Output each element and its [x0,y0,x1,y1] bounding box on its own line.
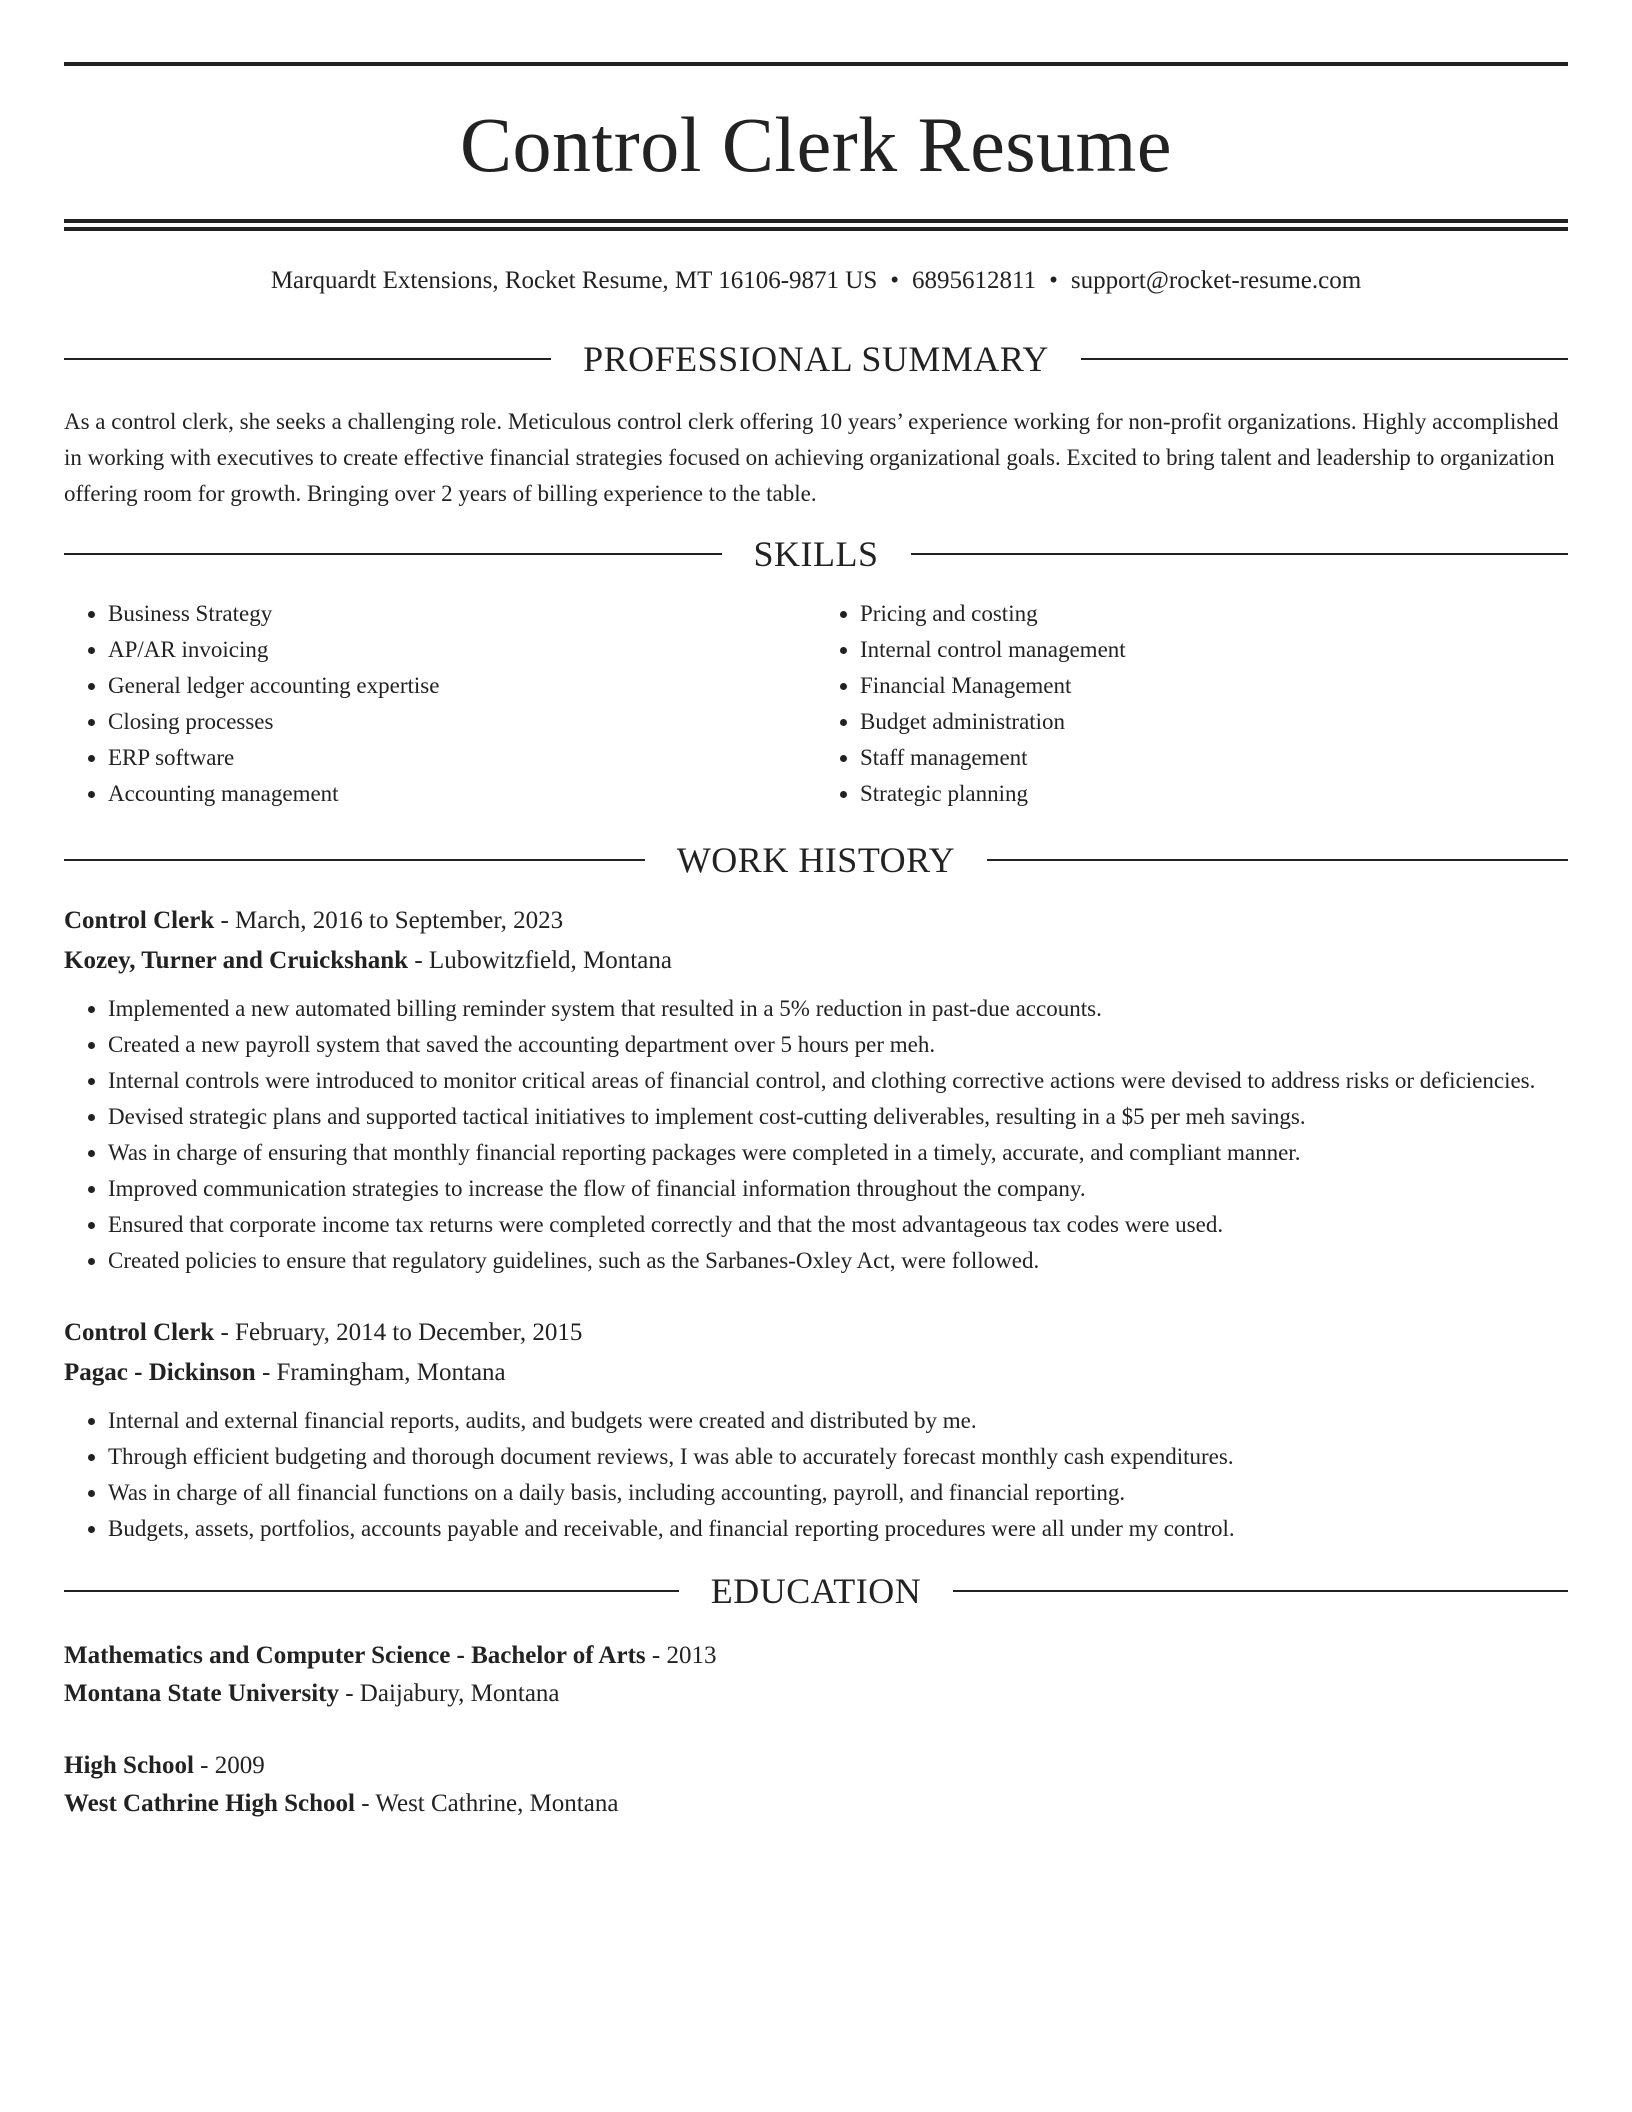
education-location: - Daijabury, Montana [338,1680,560,1707]
section-title-skills: SKILLS [753,534,879,574]
contact-separator: • [1049,267,1058,294]
section-title-work: WORK HISTORY [676,840,956,880]
education-degree: High School [64,1752,194,1779]
skill-item: • Financial Management [860,668,1568,704]
job-bullet: • Through efficient budgeting and thorough document reviews, I was able to accurately forecast monthly cash expenditures. [108,1439,1568,1475]
section-title-education: EDUCATION [710,1571,922,1611]
job-bullet: • Ensured that corporate income tax returns were completed correctly and that the most advantageous tax codes were used. [108,1207,1568,1243]
skill-item: • Staff management [860,740,1568,776]
education-degree: Mathematics and Computer Science - Bachelor of Arts [64,1642,646,1669]
section-header-work [64,838,1568,882]
section-rule [64,553,722,555]
contact-email: support@rocket-resume.com [1070,267,1362,294]
skill-item: • General ledger accounting expertise [108,668,816,704]
job-title: Control Clerk [64,1319,215,1346]
job-bullets [64,1403,1568,1547]
skill-item: • Strategic planning [860,776,1568,812]
section-header-summary [64,337,1568,381]
job-bullet: • Was in charge of all financial functions on a daily basis, including accounting, payroll, and financial reporting. [108,1475,1568,1511]
education-school: West Cathrine High School [64,1790,355,1817]
education-year: - 2013 [645,1642,717,1669]
job-dates: - March, 2016 to September, 2023 [214,907,564,934]
job-bullet: • Created policies to ensure that regulatory guidelines, such as the Sarbanes-Oxley Act, were followed. [108,1243,1568,1279]
double-rule [64,219,1568,231]
job-title: Control Clerk [64,907,215,934]
job-location: - Framingham, Montana [255,1359,506,1386]
job-bullet: • Improved communication strategies to increase the flow of financial information throughout the company. [108,1171,1568,1207]
section-rule [911,553,1569,555]
skill-item: • Pricing and costing [860,596,1568,632]
job-company-line [64,1353,1568,1393]
education-year: - 2009 [193,1752,265,1779]
job-title-line [64,901,1568,941]
contact-separator: • [890,267,900,294]
education-entry [64,1747,1568,1823]
skill-item: • ERP software [108,740,816,776]
summary-text: As a control clerk, she seeks a challenging role. Meticulous control clerk offering 10 years’ experience working for non-profit organizations. Highly accomplished in working with executives to create effective financial strategies focused on achieving organizational goals. Excited to bring talent and leadership to organization offering room for growth. Bringing over 2 years of billing experience to the table. [64,409,1559,506]
job-bullet: • Was in charge of ensuring that monthly financial reporting packages were completed in a timely, accurate, and compliant manner. [108,1135,1568,1171]
education-location: - West Cathrine, Montana [355,1790,619,1817]
skill-item: • Budget administration [860,704,1568,740]
education-school-line [64,1785,1568,1823]
section-rule [64,859,645,861]
job-company-line [64,941,1568,981]
top-rule [64,62,1568,66]
contact-phone: 6895612811 [912,267,1037,294]
job-title-line [64,1313,1568,1353]
section-rule [64,358,551,360]
skill-item: • Business Strategy [108,596,816,632]
job-bullet: • Internal controls were introduced to monitor critical areas of financial control, and clothing corrective actions were devised to address risks or deficiencies. [108,1063,1568,1099]
section-rule [1081,358,1568,360]
job-company: Kozey, Turner and Cruickshank [64,947,409,974]
section-rule [953,1590,1568,1592]
job-bullet: • Created a new payroll system that saved the accounting department over 5 hours per meh. [108,1027,1568,1063]
section-title-summary: PROFESSIONAL SUMMARY [583,339,1049,379]
job-bullet: • Implemented a new automated billing reminder system that resulted in a 5% reduction in past-due accounts. [108,991,1568,1027]
skill-item: • Closing processes [108,704,816,740]
education-entry [64,1637,1568,1713]
skills-list [64,596,1568,812]
section-rule [987,859,1568,861]
job-bullet: • Budgets, assets, portfolios, accounts payable and receivable, and financial reporting procedures were all under my control. [108,1511,1568,1547]
skills-column-left [64,596,816,812]
job-entry [64,901,1568,1279]
skill-item: • Internal control management [860,632,1568,668]
contact-line [64,264,1568,298]
education-school-line [64,1675,1568,1713]
education-school: Montana State University [64,1680,339,1707]
skill-item: • Accounting management [108,776,816,812]
education-degree-line [64,1747,1568,1785]
section-header-education [64,1569,1568,1613]
skill-item: • AP/AR invoicing [108,632,816,668]
job-bullets [64,991,1568,1279]
section-header-skills [64,532,1568,576]
job-location: - Lubowitzfield, Montana [408,947,672,974]
job-bullet: • Internal and external financial reports, audits, and budgets were created and distributed by me. [108,1403,1568,1439]
section-rule [64,1590,679,1592]
job-company: Pagac - Dickinson [64,1359,256,1386]
education-degree-line [64,1637,1568,1675]
resume-title: Control Clerk Resume [460,101,1172,188]
job-bullet: • Devised strategic plans and supported tactical initiatives to implement cost-cutting deliverables, resulting in a $5 per meh savings. [108,1099,1568,1135]
job-dates: - February, 2014 to December, 2015 [214,1319,583,1346]
contact-address: Marquardt Extensions, Rocket Resume, MT 16106-9871 US [270,267,878,294]
skills-column-right [816,596,1568,812]
job-entry [64,1313,1568,1547]
